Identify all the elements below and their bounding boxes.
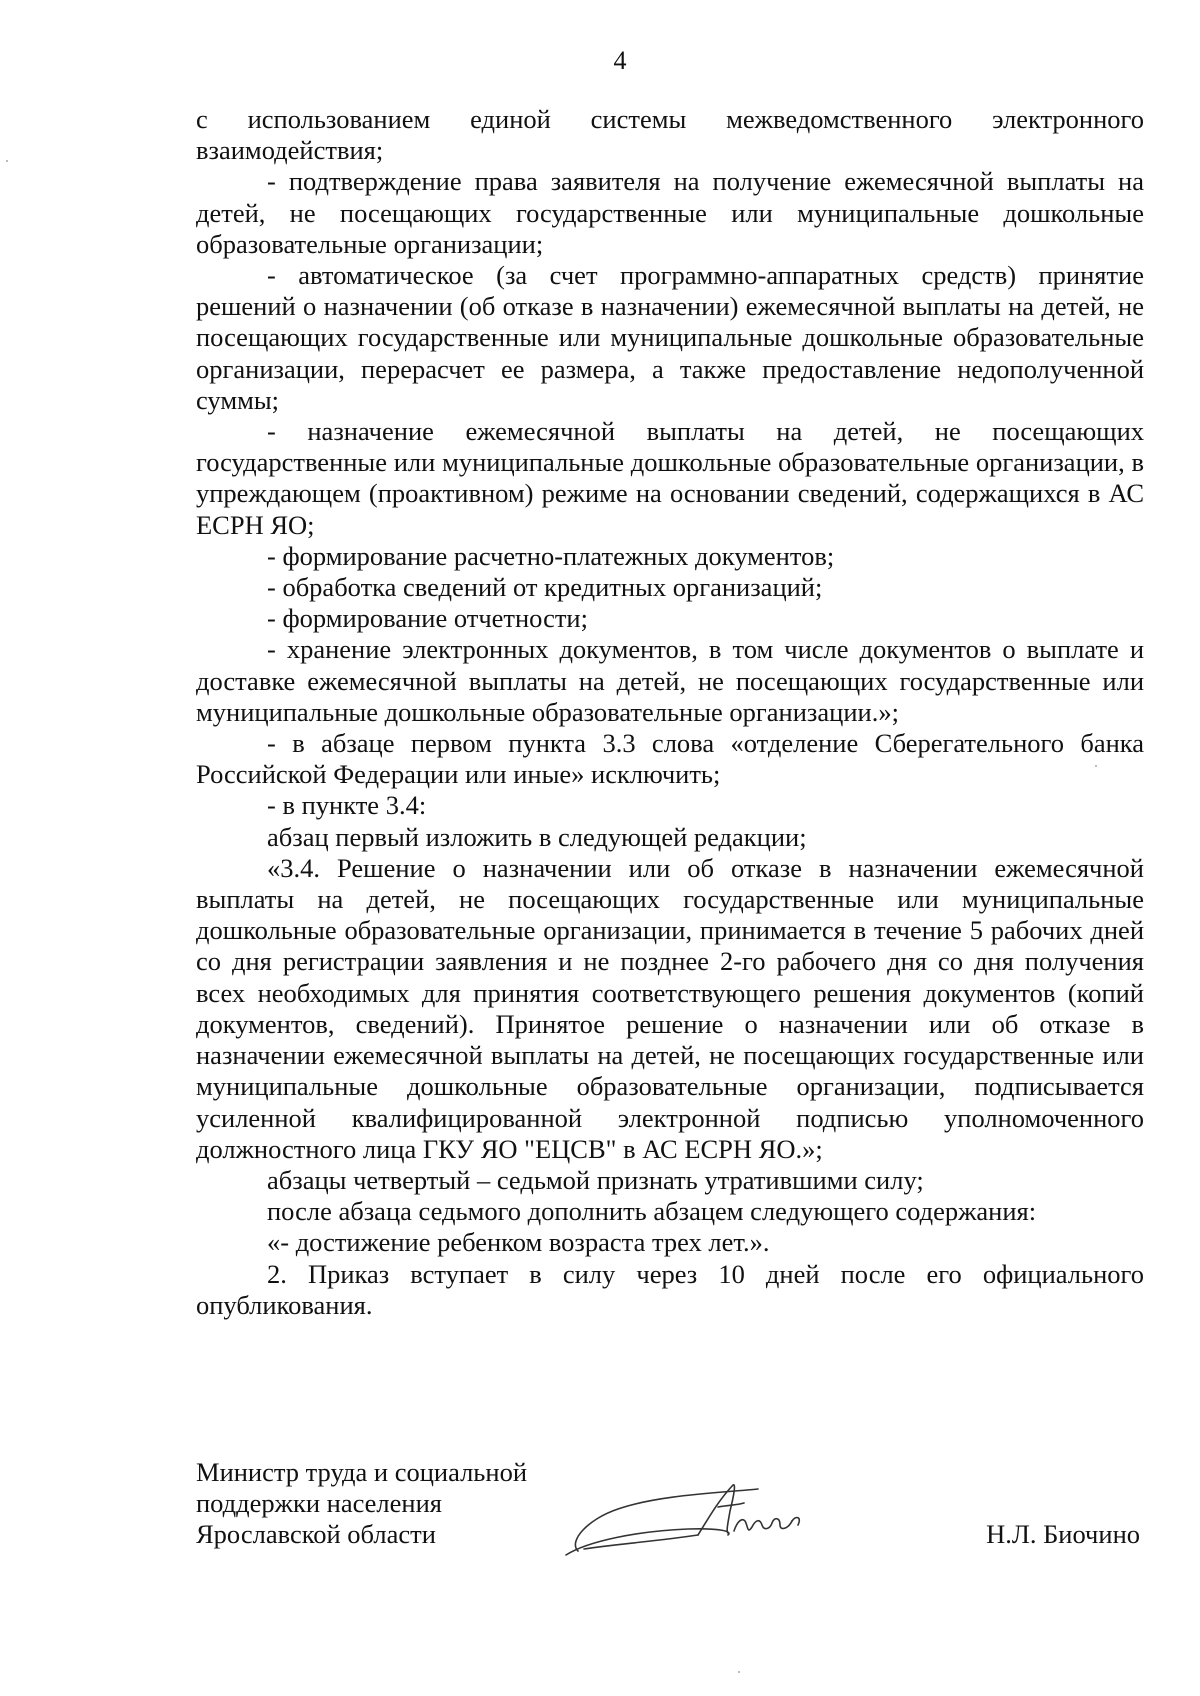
- signer-title-line: поддержки населения: [196, 1488, 442, 1518]
- paragraph-4: - назначение ежемесячной выплаты на детей, не посещающих государственные или муниципальные дошкольные образовательные организации, в упреждающем (проактивном) режиме на основании сведений, содержащихся в АС ЕСРН ЯО;: [196, 416, 1144, 540]
- paragraph-3: - автоматическое (за счет программно-аппаратных средств) принятие решений о назначении (об отказе в назначении) ежемесячной выплаты на детей, не посещающих государственные или муниципальные дошкольные образовательные организации, перерасчет ее размера, а также предоставление недополученной суммы;: [196, 260, 1144, 415]
- scan-speck: [738, 1671, 740, 1673]
- paragraph-1: с использованием единой системы межведомственного электронного взаимодействия;: [196, 104, 1144, 166]
- paragraph-5: - формирование расчетно-платежных документов;: [267, 540, 835, 571]
- paragraph-15: «- достижение ребенком возраста трех лет.».: [267, 1227, 770, 1258]
- paragraph-13: абзацы четвертый – седьмой признать утратившими силу;: [267, 1164, 924, 1195]
- paragraph-7: - формирование отчетности;: [267, 603, 588, 634]
- paragraph-16: 2. Приказ вступает в силу через 10 дней после его официального опубликования.: [196, 1258, 1144, 1320]
- scan-speck: [1095, 765, 1097, 767]
- document-body: [196, 104, 1144, 1321]
- signer-title-line: Министр труда и социальной: [196, 1457, 528, 1487]
- paragraph-9: - в абзаце первом пункта 3.3 слова «отделение Сберегательного банка Российской Федерации или иные» исключить;: [196, 728, 1144, 790]
- scan-speck: [6, 160, 8, 162]
- signer-title: [196, 1457, 596, 1550]
- paragraph-10: - в пункте 3.4:: [267, 790, 427, 821]
- paragraph-14: после абзаца седьмого дополнить абзацем следующего содержания:: [267, 1196, 1037, 1227]
- paragraph-2: - подтверждение права заявителя на получение ежемесячной выплаты на детей, не посещающих государственные или муниципальные дошкольные образовательные организации;: [196, 166, 1144, 259]
- paragraph-11: абзац первый изложить в следующей редакции;: [267, 821, 807, 852]
- paragraph-8: - хранение электронных документов, в том числе документов о выплате и доставке ежемесячной выплаты на детей, не посещающих государственные или муниципальные дошкольные образовательные организации.»;: [196, 634, 1144, 727]
- paragraph-12: «3.4. Решение о назначении или об отказе в назначении ежемесячной выплаты на детей, не посещающих государственные или муниципальные дошкольные образовательные организации, принимается в течение 5 рабочих дней со дня регистрации заявления и не позднее 2-го рабочего дня со дня получения всех необходимых для принятия соответствующего решения документов (копий документов, сведений). Принятое решение о назначении или об отказе в назначении ежемесячной выплаты на детей, не посещающих государственные или муниципальные дошкольные образовательные организации, подписывается усиленной квалифицированной электронной подписью уполномоченного должностного лица ГКУ ЯО "ЕЦСВ" в АС ЕСРН ЯО.»;: [196, 852, 1144, 1164]
- signer-title-line: Ярославской области: [196, 1519, 436, 1549]
- paragraph-6: - обработка сведений от кредитных организаций;: [267, 572, 823, 603]
- handwritten-signature-icon: [548, 1471, 818, 1561]
- page-number: 4: [613, 46, 627, 75]
- signature-block: [196, 1457, 1156, 1567]
- signer-name: Н.Л. Биочино: [986, 1519, 1140, 1549]
